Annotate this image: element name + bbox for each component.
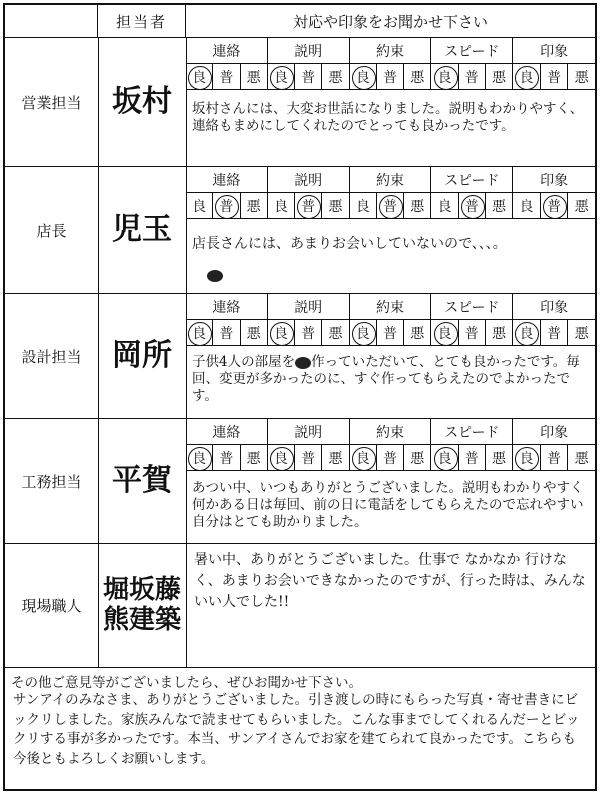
grade-good[interactable]: 良 <box>431 445 458 470</box>
criterion-promise: 約束 <box>350 294 432 320</box>
grade-bad[interactable]: 悪 <box>410 325 425 342</box>
criterion-promise: 約束 <box>350 167 432 193</box>
grade-bad[interactable]: 悪 <box>574 198 589 215</box>
grade-average[interactable]: 普 <box>213 445 240 470</box>
grade-average[interactable]: 普 <box>295 445 322 470</box>
grade-average[interactable]: 普 <box>459 445 486 470</box>
grade-group <box>350 193 432 219</box>
grades-row <box>186 193 595 219</box>
grade-bad[interactable]: 悪 <box>410 69 425 86</box>
criterion-promise: 約束 <box>350 419 432 445</box>
grade-good[interactable]: 良 <box>268 445 295 470</box>
grade-group <box>186 64 268 90</box>
survey-sheet <box>3 3 597 791</box>
grade-bad[interactable]: 悪 <box>410 198 425 215</box>
grade-group <box>513 445 595 471</box>
other-comments-title: その他ご意見等がございましたら、ぜひお聞かせ下さい。 <box>11 675 362 691</box>
row-sales <box>5 38 595 166</box>
grade-bad[interactable]: 悪 <box>328 450 343 467</box>
grade-group <box>268 193 350 219</box>
grade-group <box>186 193 268 219</box>
comment-text: あつい中、いつもありがとうございました。説明もわかりやすく何かある日は毎回、前の日に電話をしてもらえたので忘れやすい自分はとても助かりました。 <box>192 480 584 530</box>
scribble-mark <box>295 357 311 369</box>
grade-average[interactable]: 普 <box>295 193 322 218</box>
role-label: 現場職人 <box>5 544 99 667</box>
grade-average[interactable]: 普 <box>459 193 486 218</box>
grade-group <box>513 193 595 219</box>
grade-good[interactable]: 良 <box>186 193 213 218</box>
grade-bad[interactable]: 悪 <box>492 198 507 215</box>
grade-bad[interactable]: 悪 <box>574 450 589 467</box>
grade-group <box>513 320 595 346</box>
grade-average[interactable]: 普 <box>295 64 322 89</box>
criterion-speed: スピード <box>431 419 513 445</box>
grade-bad[interactable]: 悪 <box>492 450 507 467</box>
grade-average[interactable]: 普 <box>377 445 404 470</box>
person-signature <box>98 544 187 667</box>
rating-grid <box>186 167 595 219</box>
criterion-impression: 印象 <box>513 38 595 64</box>
grade-good[interactable]: 良 <box>268 64 295 89</box>
criterion-speed: スピード <box>431 38 513 64</box>
criterion-impression: 印象 <box>513 294 595 320</box>
grade-good[interactable]: 良 <box>350 193 377 218</box>
criterion-explanation: 説明 <box>268 38 350 64</box>
person-name: 堀坂藤 <box>102 574 181 605</box>
grade-good[interactable]: 良 <box>431 64 458 89</box>
grade-bad[interactable]: 悪 <box>492 325 507 342</box>
grade-group <box>268 320 350 346</box>
criterion-impression: 印象 <box>513 167 595 193</box>
rating-grid <box>186 294 595 346</box>
grade-bad[interactable]: 悪 <box>328 69 343 86</box>
grade-group <box>513 64 595 90</box>
grade-average[interactable]: 普 <box>541 193 569 218</box>
grade-good[interactable]: 良 <box>513 64 541 89</box>
grade-average[interactable]: 普 <box>377 193 404 218</box>
header-person-label: 担当者 <box>98 5 186 37</box>
grade-good[interactable]: 良 <box>513 193 541 218</box>
person-name: 平賀 <box>112 462 172 498</box>
person-name: 岡所 <box>112 337 172 373</box>
person-signature <box>98 38 187 166</box>
grade-good[interactable]: 良 <box>186 320 213 345</box>
other-comments-text: サンアイのみなさま、ありがとうございました。引き渡しの時にもらった写真・寄せ書きにビックリしました。家族みんなで読ませてもらいました。こんな事までしてくれるんだーとビックリする事が多かったです。本当、サンアイさんでお家を建てられて良かったです。こちらも今後ともよろしくお願いします。 <box>13 692 580 767</box>
grade-average[interactable]: 普 <box>213 64 240 89</box>
scribble-mark <box>207 265 223 284</box>
row-store-manager <box>5 167 595 293</box>
grade-bad[interactable]: 悪 <box>246 198 261 215</box>
header-eval-label: 対応や印象をお聞かせ下さい <box>292 12 488 31</box>
grade-good[interactable]: 良 <box>513 445 541 470</box>
grade-bad[interactable]: 悪 <box>574 325 589 342</box>
grade-average[interactable]: 普 <box>541 445 569 470</box>
criterion-explanation: 説明 <box>268 294 350 320</box>
other-comments <box>5 667 595 789</box>
role-label: 設計担当 <box>5 294 99 418</box>
criterion-contact: 連絡 <box>186 419 268 445</box>
grade-group <box>350 64 432 90</box>
criteria-row <box>186 167 595 193</box>
grade-average[interactable]: 普 <box>213 320 240 345</box>
criterion-explanation: 説明 <box>268 419 350 445</box>
rating-grid <box>186 38 595 90</box>
grade-good[interactable]: 良 <box>513 320 541 345</box>
criterion-speed: スピード <box>431 294 513 320</box>
grade-average[interactable]: 普 <box>541 320 569 345</box>
grade-group <box>350 445 432 471</box>
row-design <box>5 294 595 418</box>
row-site-workers <box>5 544 595 667</box>
criterion-promise: 約束 <box>350 38 432 64</box>
grade-average[interactable]: 普 <box>459 320 486 345</box>
person-name: 坂村 <box>112 83 172 119</box>
grade-average[interactable]: 普 <box>377 320 404 345</box>
person-signature <box>98 294 187 418</box>
criteria-row <box>186 419 595 445</box>
person-signature <box>98 167 187 293</box>
comment-text: 作っていただいて、とても良かったです。毎回、変更が多かったのに、すぐ作ってもらえたのでよかったです。 <box>192 354 580 404</box>
comment-text: 店長さんには、あまりお会いしていないので、、、。 <box>192 236 507 252</box>
grade-group <box>431 445 513 471</box>
criterion-contact: 連絡 <box>186 294 268 320</box>
grade-bad[interactable]: 悪 <box>328 198 343 215</box>
grades-row <box>186 320 595 346</box>
criteria-row <box>186 294 595 320</box>
grade-bad[interactable]: 悪 <box>246 325 261 342</box>
row-construction <box>5 419 595 543</box>
grade-group <box>431 64 513 90</box>
grade-group <box>268 64 350 90</box>
grade-average[interactable]: 普 <box>295 320 322 345</box>
grade-average[interactable]: 普 <box>377 64 404 89</box>
role-label: 営業担当 <box>5 38 99 166</box>
grade-group <box>431 320 513 346</box>
person-name: 熊建築 <box>102 604 181 635</box>
person-name: 児玉 <box>112 211 172 247</box>
grade-good[interactable]: 良 <box>350 64 377 89</box>
role-label: 店長 <box>5 167 99 293</box>
role-label: 工務担当 <box>5 419 99 543</box>
grades-row <box>186 445 595 471</box>
grade-good[interactable]: 良 <box>431 193 458 218</box>
grade-good[interactable]: 良 <box>350 320 377 345</box>
grade-group <box>350 320 432 346</box>
grade-bad[interactable]: 悪 <box>246 69 261 86</box>
grade-good[interactable]: 良 <box>186 445 213 470</box>
grade-good[interactable]: 良 <box>186 64 213 89</box>
criterion-contact: 連絡 <box>186 167 268 193</box>
grade-group <box>431 193 513 219</box>
comment-text-start: 子供4人の部屋を <box>192 354 296 370</box>
comment-text: 暑い中、ありがとうございました。仕事で なかなか 行けなく、あまりお会いできなかったのですが、行った時は、みんないい人でした!! <box>194 552 586 610</box>
grade-bad[interactable]: 悪 <box>492 69 507 86</box>
grade-average[interactable]: 普 <box>459 64 486 89</box>
grade-average[interactable]: 普 <box>541 64 569 89</box>
comment-text: 坂村さんには、大変お世話になりました。説明もわかりやすく、連絡もまめにしてくれたのでとっても良かったです。 <box>192 101 584 134</box>
criterion-contact: 連絡 <box>186 38 268 64</box>
grade-bad[interactable]: 悪 <box>328 325 343 342</box>
grade-group <box>186 445 268 471</box>
criterion-speed: スピード <box>431 167 513 193</box>
grade-bad[interactable]: 悪 <box>574 69 589 86</box>
grade-good[interactable]: 良 <box>268 320 295 345</box>
grade-bad[interactable]: 悪 <box>410 450 425 467</box>
header-blank-cell <box>5 5 98 37</box>
grade-group <box>186 320 268 346</box>
criteria-row <box>186 38 595 64</box>
criterion-explanation: 説明 <box>268 167 350 193</box>
grade-good[interactable]: 良 <box>268 193 295 218</box>
person-signature <box>98 419 187 543</box>
grade-average[interactable]: 普 <box>213 193 240 218</box>
rating-grid <box>186 419 595 471</box>
grade-group <box>268 445 350 471</box>
grade-good[interactable]: 良 <box>350 445 377 470</box>
grades-row <box>186 64 595 90</box>
criterion-impression: 印象 <box>513 419 595 445</box>
grade-good[interactable]: 良 <box>431 320 458 345</box>
grade-bad[interactable]: 悪 <box>246 450 261 467</box>
comment-box <box>186 351 595 408</box>
